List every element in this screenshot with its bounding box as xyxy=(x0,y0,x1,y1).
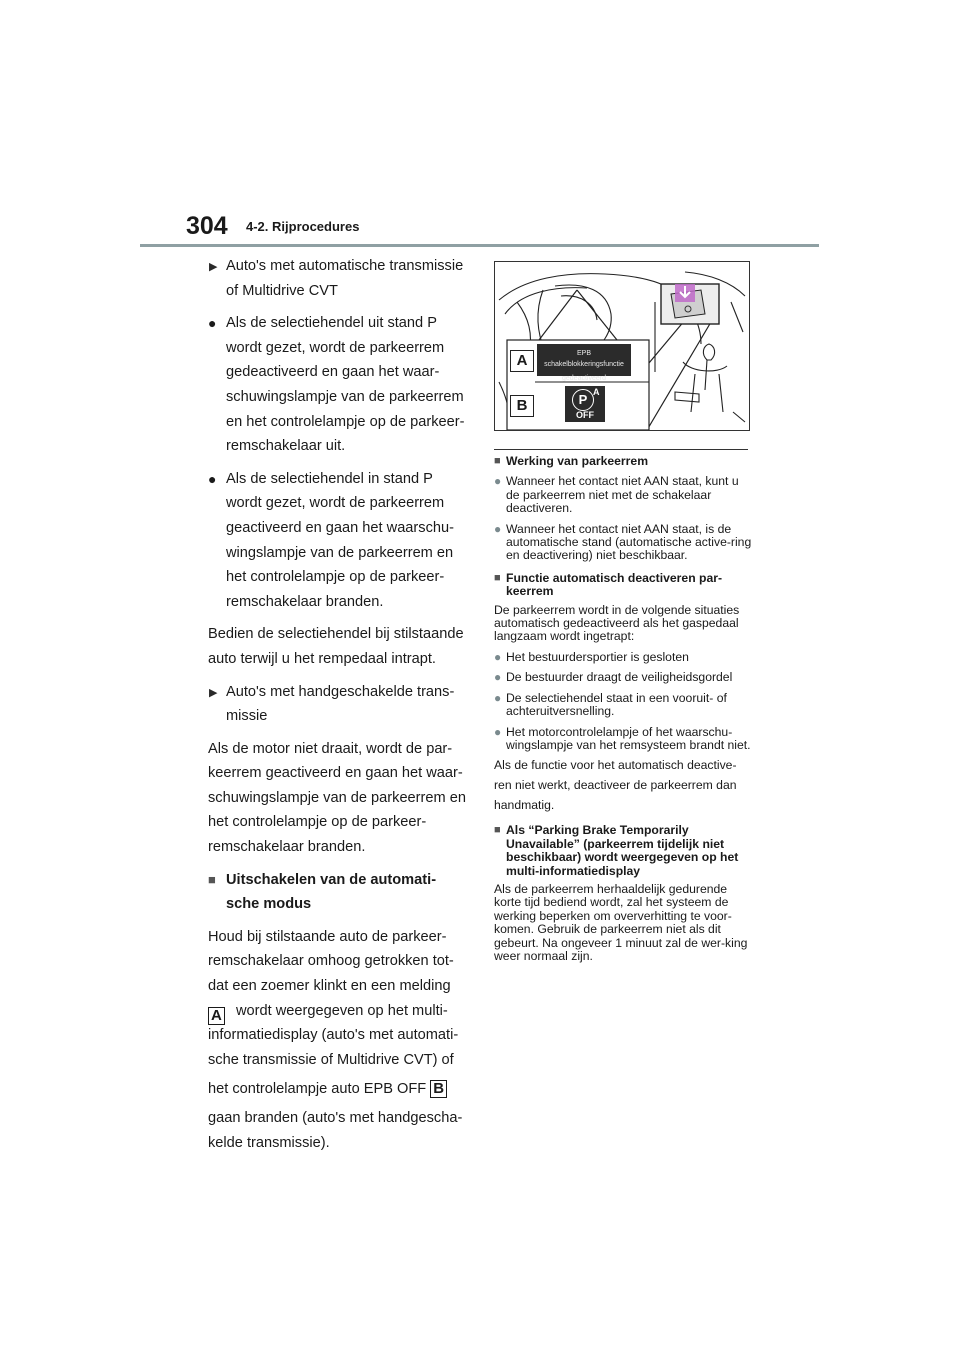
bullet-dot-icon: ● xyxy=(494,474,502,489)
figure-divider xyxy=(494,449,748,450)
bullet-item: ● Het motorcontrolelampje of het waarschu-wingslampje van het remsysteem brandt niet. xyxy=(494,724,751,752)
bullet-item: ● Als de selectiehendel uit stand P wordt gezet, wordt de parkeerrem gedeactiveerd en gaan het waar-schuwingslampje van de parkeerrem en het controlelampje op de parkeer-remschakelaar uit. xyxy=(208,311,466,459)
epb-message-line2: gedeactiveerd xyxy=(562,375,606,382)
bullet-dot-icon: ● xyxy=(494,649,502,664)
inset-label-b-text: B xyxy=(516,397,528,414)
epb-message-line1: EPB schakelblokkeringsfunctie xyxy=(544,350,624,368)
section-title: 4-2. Rijprocedures xyxy=(246,219,360,234)
square-bullet-icon: ■ xyxy=(494,571,501,584)
paragraph: Als de parkeerrem herhaaldelijk gedurende korte tijd bediend wordt, zal het systeem de werking beperken om oververhitting te voor-komen. Gebruik de parkeerrem niet als dit gebeurt. Na ongeveer 1 minuut zal de wer-king weer normaal zijn. xyxy=(494,881,748,963)
header-rule xyxy=(140,244,819,247)
condition-auto-transmission: ▶ Auto's met automatische transmissie of Multidrive CVT xyxy=(208,254,466,303)
paragraph: De parkeerrem wordt in de volgende situaties automatisch gedeactiveerd als het gaspedaal langzaam wordt ingetrapt: xyxy=(494,602,740,644)
right-column xyxy=(494,455,754,963)
subheading: ■ Werking van parkeerrem xyxy=(494,454,649,468)
bullet-dot-icon: ● xyxy=(208,315,217,332)
square-bullet-icon: ■ xyxy=(494,824,501,837)
off-indicator-text: OFF xyxy=(576,410,594,420)
condition-manual-transmission: ▶ Auto's met handgeschakelde trans-missie xyxy=(208,680,466,729)
bullet-dot-icon: ● xyxy=(208,470,217,487)
subheading: ■ Uitschakelen van de automati-sche modus xyxy=(208,868,466,917)
auto-indicator-letter: A xyxy=(593,387,600,397)
label-b-box: B xyxy=(430,1080,447,1098)
paragraph: Houd bij stilstaande auto de parkeer-remschakelaar omhoog getrokken tot-dat een zoemer klinkt en een melding xyxy=(208,928,454,995)
dashboard-illustration xyxy=(494,261,750,431)
bullet-item: ● Wanneer het contact niet AAN staat, is de automatische stand (automatische active-ring en deactivering) niet beschikbaar. xyxy=(494,521,752,563)
paragraph-with-label: het controlelampje auto EPB OFF B xyxy=(208,1072,466,1106)
label-a-box: A xyxy=(208,1007,225,1025)
paragraph: gaan branden (auto's met handgescha-kelde transmissie). xyxy=(208,1110,463,1151)
paragraph: Bedien de selectiehendel bij stilstaande auto terwijl u het rempedaal intrapt. xyxy=(208,626,464,667)
bullet-item: ● Als de selectiehendel in stand P wordt gezet, wordt de parkeerrem geactiveerd en gaan het waarschu-wingslampje van de parkeerrem en het controlelampje op de parkeer-remschakelaar branden. xyxy=(208,467,466,615)
epb-message-display xyxy=(537,344,631,382)
bullet-dot-icon: ● xyxy=(494,724,502,739)
bullet-item: ● De selectiehendel staat in een vooruit- of achteruitversnelling. xyxy=(494,690,727,719)
bullet-dot-icon: ● xyxy=(494,690,502,705)
arrow-bullet-icon: ▶ xyxy=(209,261,218,273)
paragraph: Als de motor niet draait, wordt de par-keerrem geactiveerd en gaan het waar-schuwingslampje van de parkeerrem en het controlelampje op de parkeer-remschakelaar branden. xyxy=(208,740,466,856)
bullet-item: ● Het bestuurdersportier is gesloten xyxy=(494,649,689,664)
page-number: 304 xyxy=(186,212,228,240)
arrow-bullet-icon: ▶ xyxy=(209,686,218,699)
bullet-item: ● Wanneer het contact niet AAN staat, kunt u de parkeerrem niet met de schakelaar deactiveren. xyxy=(494,474,739,516)
paragraph: wordt weergegeven op het multi-informatiedisplay (auto's met automati-sche transmissie of Multidrive CVT) of xyxy=(208,1002,459,1068)
subheading: ■ Als “Parking Brake Temporarily Unavailable” (parkeerrem tijdelijk niet beschikbaar) wordt weergegeven op het multi-informatiedisplay xyxy=(494,823,739,878)
square-bullet-icon: ■ xyxy=(208,871,216,887)
inset-label-a: A xyxy=(510,350,534,372)
left-column xyxy=(208,254,466,1156)
subheading: ■ Functie automatisch deactiveren par-keerrem xyxy=(494,570,723,599)
parking-brake-icon: P xyxy=(572,389,594,411)
bullet-item: ● De bestuurder draagt de veiligheidsgordel xyxy=(494,670,733,685)
paragraph: Als de functie voor het automatisch deactive-ren niet werkt, deactiveer de parkeerrem dan handmatig. xyxy=(494,758,737,813)
epb-off-indicator xyxy=(565,386,605,422)
bullet-dot-icon: ● xyxy=(494,521,502,536)
square-bullet-icon: ■ xyxy=(494,455,501,467)
bullet-dot-icon: ● xyxy=(494,670,502,685)
